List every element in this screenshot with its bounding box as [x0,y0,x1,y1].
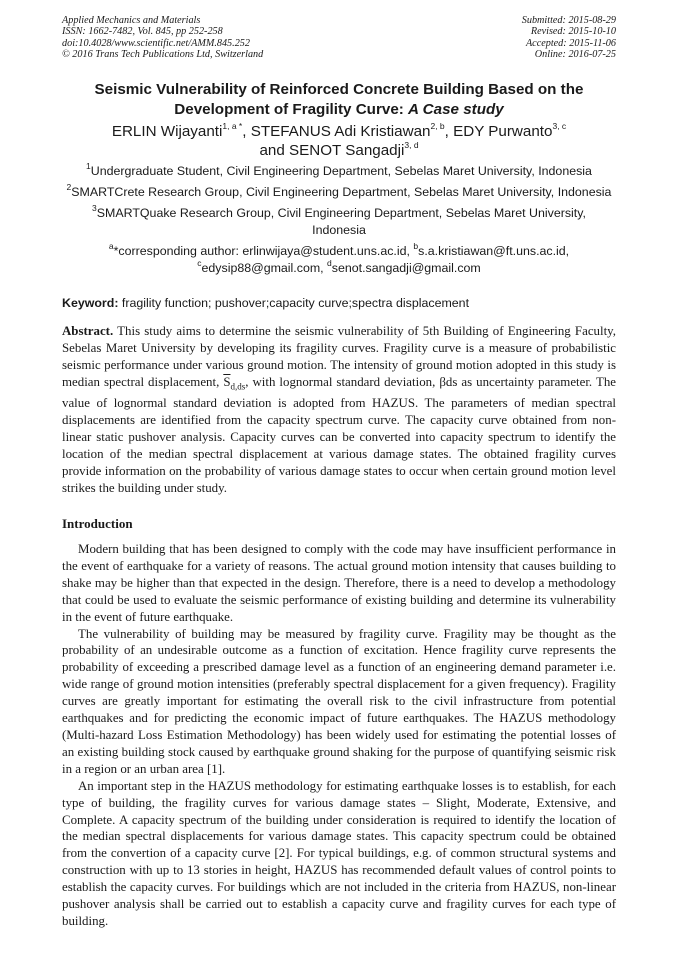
author-2: STEFANUS Adi Kristiawan [250,123,431,140]
and-text: and [259,142,289,159]
submitted-date: Submitted: 2015-08-29 [521,15,616,26]
author-3-sup: 3, c [552,120,567,131]
revised-date: Revised: 2015-10-10 [530,26,616,38]
affiliation-3 [58,202,620,239]
email-d[interactable]: senot.sangadji@gmail.com [331,261,481,275]
email-b[interactable]: s.a.kristiawan@ft.uns.ac.id, [418,244,570,258]
affiliation-1-sup: 1 [86,160,91,171]
affiliation-1 [58,160,620,180]
affiliation-2 [58,181,620,201]
corr-sup: a [108,240,114,251]
title-line-2-italic: A Case study [408,101,504,118]
affiliation-3-sup: 3 [92,202,97,213]
author-4-sup: 3, d [404,139,419,150]
symbol-s: $\overline{S}$ [223,374,231,389]
paper-title [62,80,616,120]
email-c-sup: c [197,257,202,268]
title-line-2-main: Development of Fragility Curve: [174,101,409,118]
author-1-sup: 1, a * [222,120,243,131]
email-b-sup: b [413,240,419,251]
affiliation-2-text: SMARTCrete Research Group, Civil Engineering Department, Sebelas Maret University, Indonesia [71,185,612,199]
author-3: EDY Purwanto [453,123,553,140]
abstract-part-2: , with lognormal standard deviation, βds as uncertainty parameter. The value of lognormal standard deviation is adopted from HAZUS. The parameters of median spectral displacements are identified from the capacity spectrum curve. The capacity curve obtained from non-linear static pushover analysis. Capacity curves can be converted into capacity spectrum to identify the location of the median spectral displacement at various damage states. The obtained fragility curves provide information on the probability of various damage states to occur when certain ground motion level strikes the building under study. [62,374,616,495]
journal-name: Applied Mechanics and Materials [62,15,201,26]
introduction-body [62,541,616,930]
title-line-1: Seismic Vulnerability of Reinforced Concrete Building Based on the [94,81,584,98]
title-line-2 [62,100,616,120]
online-date: Online: 2016-07-25 [534,49,616,61]
issn: ISSN: 1662-7482, Vol. 845, pp 252-258 [62,26,223,38]
keywords-text: fragility function; pushover;capacity curve;spectra displacement [118,296,470,310]
symbol-sub: d,ds [230,381,246,392]
keywords [62,295,616,311]
abstract [62,323,616,497]
keywords-label: Keyword: [62,296,119,310]
paragraph-1: Modern building that has been designed to comply with the code may have insufficient performance in the event of earthquake for a variety of reasons. The actual ground motion intensity that causes building to shake may be higher than that expected in the design. Therefore, there is a need to develop a methodology that could be used to evaluate the seismic performance of existing building and determine its vulnerability in the event of future earthquake. [62,542,616,624]
affiliation-2-sup: 2 [66,181,72,192]
paragraph-3: An important step in the HAZUS methodology for estimating earthquake losses is to establish, for each type of building, the fragility curves for various damage states – Slight, Moderate, Extensive, and Complete. A capacity spectrum of the building under consideration is required to identify the location of the median spectral displacements for various damage states. This capacity spectrum could be obtained from the convertion of a capacity curve [2]. For typical buildings, e.g. of common structural systems and construction with up to 13 stories in height, HAZUS has recommended default values of control points to establish the capacity curves. For buildings which are not included in the criteria from HAZUS, non-linear pushover analysis shall be carried out to establish a capacity curve and fragility curves for each type of building. [62,778,616,928]
email-d-sup: d [327,257,332,268]
author-2-sup: 2, b [430,120,445,131]
author-4: SENOT Sangadji [289,142,405,159]
copyright: © 2016 Trans Tech Publications Ltd, Switzerland [62,49,264,61]
paragraph-2: The vulnerability of building may be measured by fragility curve. Fragility may be thought as the probability of an undesirable outcome as a function of excitation. Hence fragility curve represents the probability of exceeding a prescribed damage level as a function of an engineering demand parameter i.e. wide range of ground motion intensities (preferably spectral displacement for a given frequency). Fragility curves are greatly important for estimating the overall risk to the civil infrastructure from potential earthquakes and for predicting the economic impact of future earthquakes. The HAZUS methodology (Multi-hazard Loss Estimation Methodology) has been widely used for estimating the potential losses of an existing building stock caused by earthquake ground shaking for the purpose of quantifying seismic risk in a region or an urban area [1]. [62,626,616,776]
affiliation-3-text: SMARTQuake Research Group, Civil Engineering Department, Sebelas Maret University, [96,206,586,220]
corresponding-emails [58,240,620,277]
email-c[interactable]: edysip88@gmail.com, [201,261,328,275]
abstract-part-1: This study aims to determine the seismic vulnerability of 5th Building of Engineering Faculty, Sebelas Maret University by developing its fragility curves. Fragility curve is a measure of probabilistic seismic performance under various ground motion. The intensity of ground motion adopted in this study is median spectral displacement, [62,324,616,389]
affiliations [58,160,620,277]
accepted-date: Accepted: 2015-11-06 [525,37,616,49]
median-displacement-symbol [223,374,246,392]
abstract-label: Abstract. [62,324,114,338]
journal-info [62,15,263,61]
affiliation-1-text: Undergraduate Student, Civil Engineering Department, Sebelas Maret University, Indonesia [90,164,592,178]
author-1: ERLIN Wijayanti [111,123,223,140]
author-list: ERLIN Wijayanti$^{1, a *}$, STEFANUS Adi Kristiawan$^{2, b}$, EDY Purwanto$^{3, c}$ and SENOT Sangadji$^{3, d}$ [111,120,567,159]
corr-email-a[interactable]: *corresponding author: erlinwijaya@student.uns.ac.id, [113,244,414,258]
doi: doi:10.4028/www.scientific.net/AMM.845.252 [62,37,250,49]
introduction-heading: Introduction [62,516,133,531]
affiliation-3-text-2: Indonesia [312,223,366,237]
publication-dates [522,15,616,61]
